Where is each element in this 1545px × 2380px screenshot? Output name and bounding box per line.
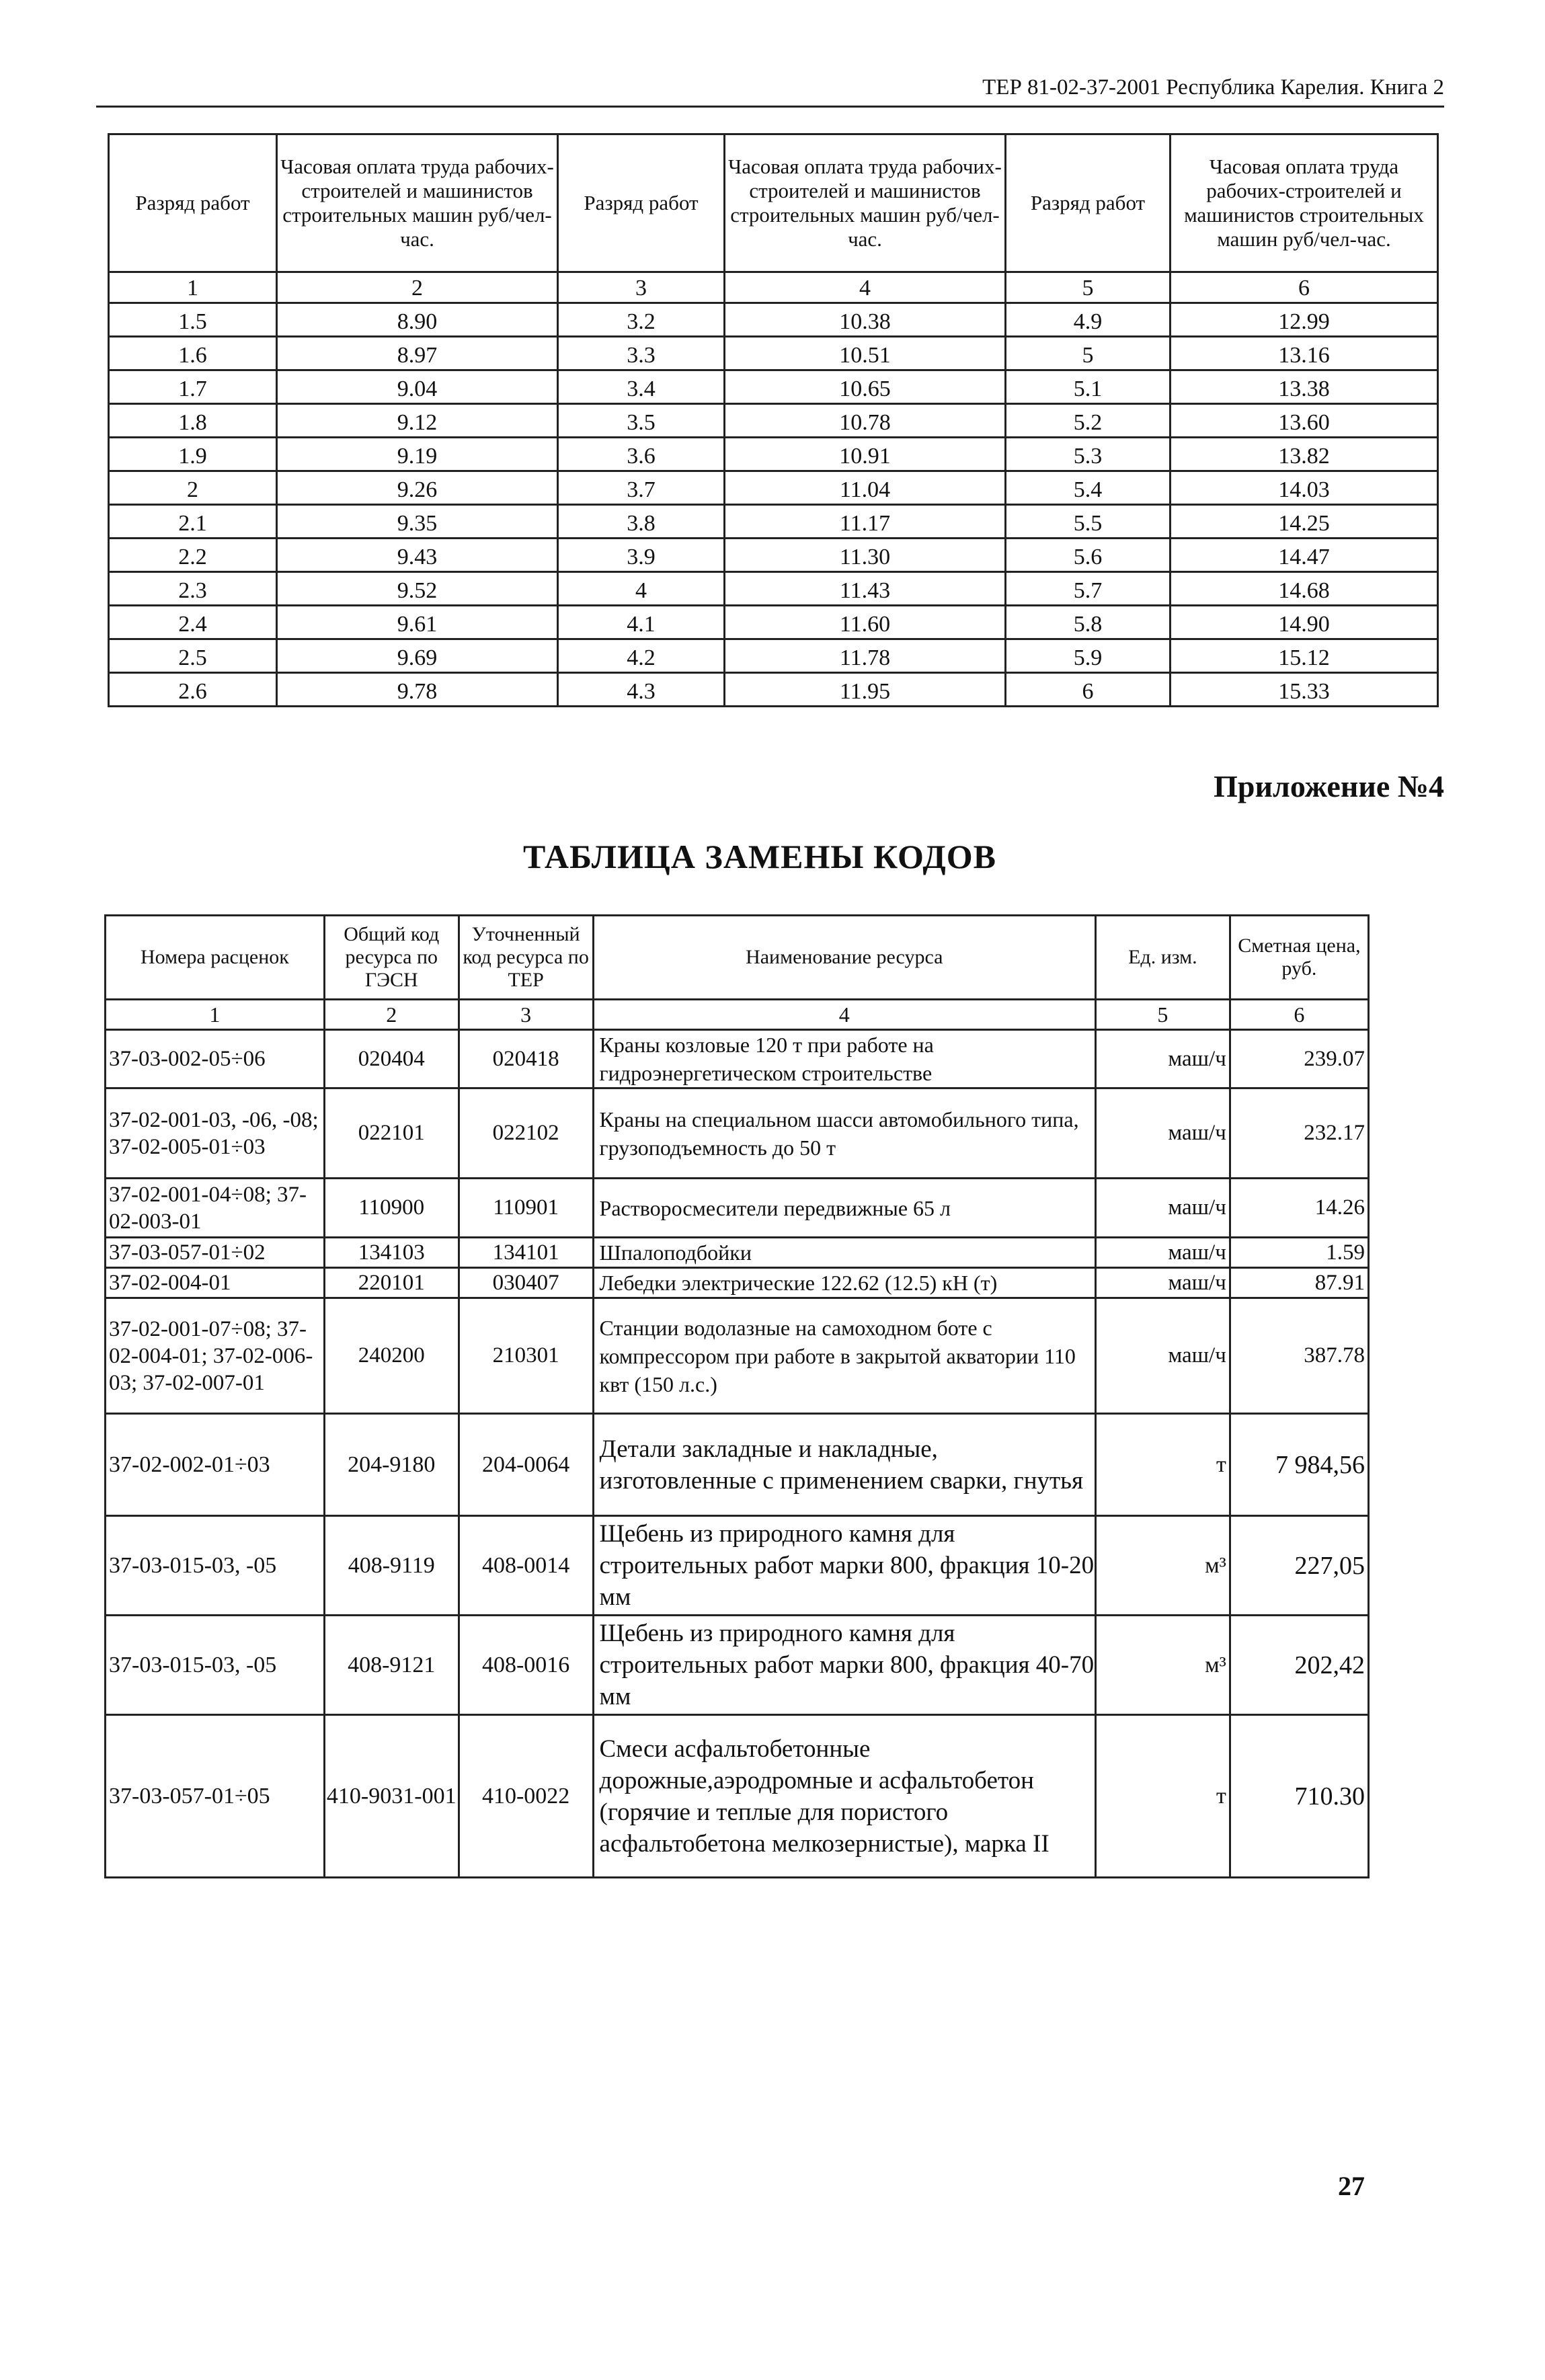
resource-name-cell: Смеси асфальтобетонные дорожные,аэродромные и асфальтобетон (горячие и теплые для пористого асфальтобетона мелкозернистые), марка II (593, 1715, 1095, 1878)
price-cell: 387.78 (1230, 1298, 1368, 1414)
rate-cell: 11.17 (725, 505, 1006, 539)
gesn-code-cell: 240200 (324, 1298, 459, 1414)
ter-code-cell: 408-0014 (459, 1516, 593, 1616)
grade-cell: 5.9 (1006, 639, 1171, 673)
gesn-code-cell: 134103 (324, 1238, 459, 1268)
table-row (109, 303, 1438, 337)
grade-cell: 5.8 (1006, 606, 1171, 639)
column-header: Общий код ресурса по ГЭСН (324, 916, 459, 1000)
grade-cell: 3.7 (558, 471, 725, 505)
grade-cell: 5.5 (1006, 505, 1171, 539)
table-row (106, 1238, 1369, 1268)
rate-cell: 10.91 (725, 438, 1006, 471)
column-header: Часовая оплата труда рабочих-строителей и машинистов строительных машин руб/чел-час. (277, 134, 558, 272)
ter-code-cell: 022102 (459, 1088, 593, 1179)
price-cell: 239.07 (1230, 1030, 1368, 1088)
table-row (106, 1715, 1369, 1878)
rate-cell: 9.43 (277, 539, 558, 572)
grade-cell: 1.9 (109, 438, 277, 471)
unit-cell: маш/ч (1095, 1088, 1230, 1179)
rate-cell: 14.68 (1171, 572, 1438, 606)
rate-cell: 13.60 (1171, 404, 1438, 438)
rate-cell: 10.38 (725, 303, 1006, 337)
column-numbers-row (109, 272, 1438, 303)
grade-cell: 4.9 (1006, 303, 1171, 337)
gesn-code-cell: 204-9180 (324, 1414, 459, 1516)
rate-cell: 8.90 (277, 303, 558, 337)
rate-cell: 11.43 (725, 572, 1006, 606)
code-replacement-table (104, 914, 1370, 1878)
rate-cell: 10.51 (725, 337, 1006, 370)
table-row (109, 471, 1438, 505)
table-row (109, 505, 1438, 539)
grade-cell: 3.4 (558, 370, 725, 404)
column-number: 6 (1230, 1000, 1368, 1030)
rate-numbers-cell: 37-02-002-01÷03 (106, 1414, 325, 1516)
rate-cell: 10.65 (725, 370, 1006, 404)
table-header-row (109, 134, 1438, 272)
grade-cell: 5.7 (1006, 572, 1171, 606)
rate-cell: 12.99 (1171, 303, 1438, 337)
table-row (109, 337, 1438, 370)
rate-cell: 8.97 (277, 337, 558, 370)
resource-name-cell: Щебень из природного камня для строительных работ марки 800, фракция 10-20 мм (593, 1516, 1095, 1616)
column-header: Номера расценок (106, 916, 325, 1000)
table-row (106, 1516, 1369, 1616)
rate-cell: 15.33 (1171, 673, 1438, 707)
grade-cell: 5 (1006, 337, 1171, 370)
rate-cell: 11.30 (725, 539, 1006, 572)
rate-cell: 15.12 (1171, 639, 1438, 673)
rate-cell: 9.61 (277, 606, 558, 639)
column-header: Разряд работ (109, 134, 277, 272)
unit-cell: т (1095, 1715, 1230, 1878)
unit-cell: м³ (1095, 1616, 1230, 1715)
wage-rates-table (108, 133, 1439, 707)
table-row (109, 438, 1438, 471)
grade-cell: 2.1 (109, 505, 277, 539)
price-cell: 202,42 (1230, 1616, 1368, 1715)
grade-cell: 5.4 (1006, 471, 1171, 505)
appendix-title: Приложение №4 (1214, 769, 1444, 803)
resource-name-cell: Краны на специальном шасси автомобильного типа, грузоподъемность до 50 т (593, 1088, 1095, 1179)
grade-cell: 4.1 (558, 606, 725, 639)
rate-numbers-cell: 37-03-015-03, -05 (106, 1616, 325, 1715)
column-number: 2 (277, 272, 558, 303)
running-header (96, 71, 1444, 108)
unit-cell: маш/ч (1095, 1268, 1230, 1298)
unit-cell: маш/ч (1095, 1238, 1230, 1268)
gesn-code-cell: 410-9031-001 (324, 1715, 459, 1878)
gesn-code-cell: 408-9121 (324, 1616, 459, 1715)
column-header: Ед. изм. (1095, 916, 1230, 1000)
rate-cell: 9.35 (277, 505, 558, 539)
grade-cell: 1.5 (109, 303, 277, 337)
rate-cell: 9.19 (277, 438, 558, 471)
rate-cell: 11.78 (725, 639, 1006, 673)
grade-cell: 6 (1006, 673, 1171, 707)
resource-name-cell: Лебедки электрические 122.62 (12.5) кН (т) (593, 1268, 1095, 1298)
rate-cell: 14.47 (1171, 539, 1438, 572)
grade-cell: 5.2 (1006, 404, 1171, 438)
column-header: Сметная цена, руб. (1230, 916, 1368, 1000)
grade-cell: 3.8 (558, 505, 725, 539)
column-number: 5 (1006, 272, 1171, 303)
rate-cell: 9.26 (277, 471, 558, 505)
grade-cell: 4.3 (558, 673, 725, 707)
ter-code-cell: 110901 (459, 1179, 593, 1238)
ter-code-cell: 210301 (459, 1298, 593, 1414)
table-row (106, 1414, 1369, 1516)
column-number: 3 (459, 1000, 593, 1030)
column-numbers-row (106, 1000, 1369, 1030)
grade-cell: 3.6 (558, 438, 725, 471)
column-number: 1 (109, 272, 277, 303)
table-row (109, 572, 1438, 606)
grade-cell: 1.8 (109, 404, 277, 438)
rate-cell: 14.03 (1171, 471, 1438, 505)
rate-numbers-cell: 37-03-057-01÷05 (106, 1715, 325, 1878)
unit-cell: маш/ч (1095, 1030, 1230, 1088)
column-header: Уточненный код ресурса по ТЕР (459, 916, 593, 1000)
page-number: 27 (1338, 2171, 1365, 2201)
price-cell: 227,05 (1230, 1516, 1368, 1616)
column-number: 3 (558, 272, 725, 303)
rate-cell: 9.78 (277, 673, 558, 707)
unit-cell: м³ (1095, 1516, 1230, 1616)
rate-cell: 9.69 (277, 639, 558, 673)
table-row (106, 1616, 1369, 1715)
grade-cell: 1.6 (109, 337, 277, 370)
column-number: 1 (106, 1000, 325, 1030)
rate-numbers-cell: 37-02-001-07÷08; 37-02-004-01; 37-02-006-03; 37-02-007-01 (106, 1298, 325, 1414)
column-number: 5 (1095, 1000, 1230, 1030)
price-cell: 1.59 (1230, 1238, 1368, 1268)
grade-cell: 2.4 (109, 606, 277, 639)
rate-numbers-cell: 37-02-001-03, -06, -08; 37-02-005-01÷03 (106, 1088, 325, 1179)
gesn-code-cell: 220101 (324, 1268, 459, 1298)
gesn-code-cell: 022101 (324, 1088, 459, 1179)
column-number: 4 (725, 272, 1006, 303)
ter-code-cell: 410-0022 (459, 1715, 593, 1878)
rate-cell: 11.95 (725, 673, 1006, 707)
grade-cell: 5.3 (1006, 438, 1171, 471)
column-header: Часовая оплата труда рабочих-строителей и машинистов строительных машин руб/чел-час. (725, 134, 1006, 272)
resource-name-cell: Станции водолазные на самоходном боте с компрессором при работе в закрытой акватории 110 квт (150 л.с.) (593, 1298, 1095, 1414)
rate-cell: 11.60 (725, 606, 1006, 639)
grade-cell: 3.2 (558, 303, 725, 337)
grade-cell: 2.6 (109, 673, 277, 707)
gesn-code-cell: 020404 (324, 1030, 459, 1088)
rate-numbers-cell: 37-03-002-05÷06 (106, 1030, 325, 1088)
price-cell: 232.17 (1230, 1088, 1368, 1179)
rate-cell: 13.82 (1171, 438, 1438, 471)
rate-cell: 10.78 (725, 404, 1006, 438)
grade-cell: 3.3 (558, 337, 725, 370)
table-row (109, 370, 1438, 404)
table-row (106, 1030, 1369, 1088)
table-row (109, 539, 1438, 572)
rate-cell: 14.90 (1171, 606, 1438, 639)
resource-name-cell: Шпалоподбойки (593, 1238, 1095, 1268)
grade-cell: 4 (558, 572, 725, 606)
price-cell: 7 984,56 (1230, 1414, 1368, 1516)
rate-cell: 13.16 (1171, 337, 1438, 370)
rate-numbers-cell: 37-03-057-01÷02 (106, 1238, 325, 1268)
table-row (109, 404, 1438, 438)
gesn-code-cell: 110900 (324, 1179, 459, 1238)
price-cell: 710.30 (1230, 1715, 1368, 1878)
header-text: ТЕР 81-02-37-2001 Республика Карелия. Книга 2 (982, 75, 1444, 100)
column-number: 6 (1171, 272, 1438, 303)
grade-cell: 2.2 (109, 539, 277, 572)
resource-name-cell: Растворосмесители передвижные 65 л (593, 1179, 1095, 1238)
table-row (106, 1298, 1369, 1414)
price-cell: 14.26 (1230, 1179, 1368, 1238)
column-header: Наименование ресурса (593, 916, 1095, 1000)
unit-cell: т (1095, 1414, 1230, 1516)
rate-cell: 14.25 (1171, 505, 1438, 539)
column-header: Часовая оплата труда рабочих-строителей и машинистов строительных машин руб/чел-час. (1171, 134, 1438, 272)
table-row (109, 673, 1438, 707)
grade-cell: 3.5 (558, 404, 725, 438)
resource-name-cell: Щебень из природного камня для строительных работ марки 800, фракция 40-70 мм (593, 1616, 1095, 1715)
price-cell: 87.91 (1230, 1268, 1368, 1298)
rate-cell: 9.52 (277, 572, 558, 606)
column-number: 4 (593, 1000, 1095, 1030)
grade-cell: 2.3 (109, 572, 277, 606)
column-number: 2 (324, 1000, 459, 1030)
rate-numbers-cell: 37-03-015-03, -05 (106, 1516, 325, 1616)
table-row (109, 606, 1438, 639)
rate-numbers-cell: 37-02-001-04÷08; 37-02-003-01 (106, 1179, 325, 1238)
rate-cell: 11.04 (725, 471, 1006, 505)
column-header: Разряд работ (558, 134, 725, 272)
table-header-row (106, 916, 1369, 1000)
grade-cell: 4.2 (558, 639, 725, 673)
resource-name-cell: Детали закладные и накладные, изготовленные с применением сварки, гнутья (593, 1414, 1095, 1516)
table-row (106, 1268, 1369, 1298)
grade-cell: 3.9 (558, 539, 725, 572)
ter-code-cell: 204-0064 (459, 1414, 593, 1516)
gesn-code-cell: 408-9119 (324, 1516, 459, 1616)
rate-cell: 9.04 (277, 370, 558, 404)
ter-code-cell: 020418 (459, 1030, 593, 1088)
table-row (106, 1088, 1369, 1179)
grade-cell: 1.7 (109, 370, 277, 404)
grade-cell: 5.6 (1006, 539, 1171, 572)
grade-cell: 5.1 (1006, 370, 1171, 404)
unit-cell: маш/ч (1095, 1298, 1230, 1414)
ter-code-cell: 030407 (459, 1268, 593, 1298)
rate-cell: 9.12 (277, 404, 558, 438)
rate-numbers-cell: 37-02-004-01 (106, 1268, 325, 1298)
grade-cell: 2.5 (109, 639, 277, 673)
ter-code-cell: 134101 (459, 1238, 593, 1268)
resource-name-cell: Краны козловые 120 т при работе на гидроэнергетическом строительстве (593, 1030, 1095, 1088)
codes-table-title: ТАБЛИЦА ЗАМЕНЫ КОДОВ (523, 838, 997, 875)
grade-cell: 2 (109, 471, 277, 505)
column-header: Разряд работ (1006, 134, 1171, 272)
ter-code-cell: 408-0016 (459, 1616, 593, 1715)
table-row (109, 639, 1438, 673)
unit-cell: маш/ч (1095, 1179, 1230, 1238)
table-row (106, 1179, 1369, 1238)
rate-cell: 13.38 (1171, 370, 1438, 404)
